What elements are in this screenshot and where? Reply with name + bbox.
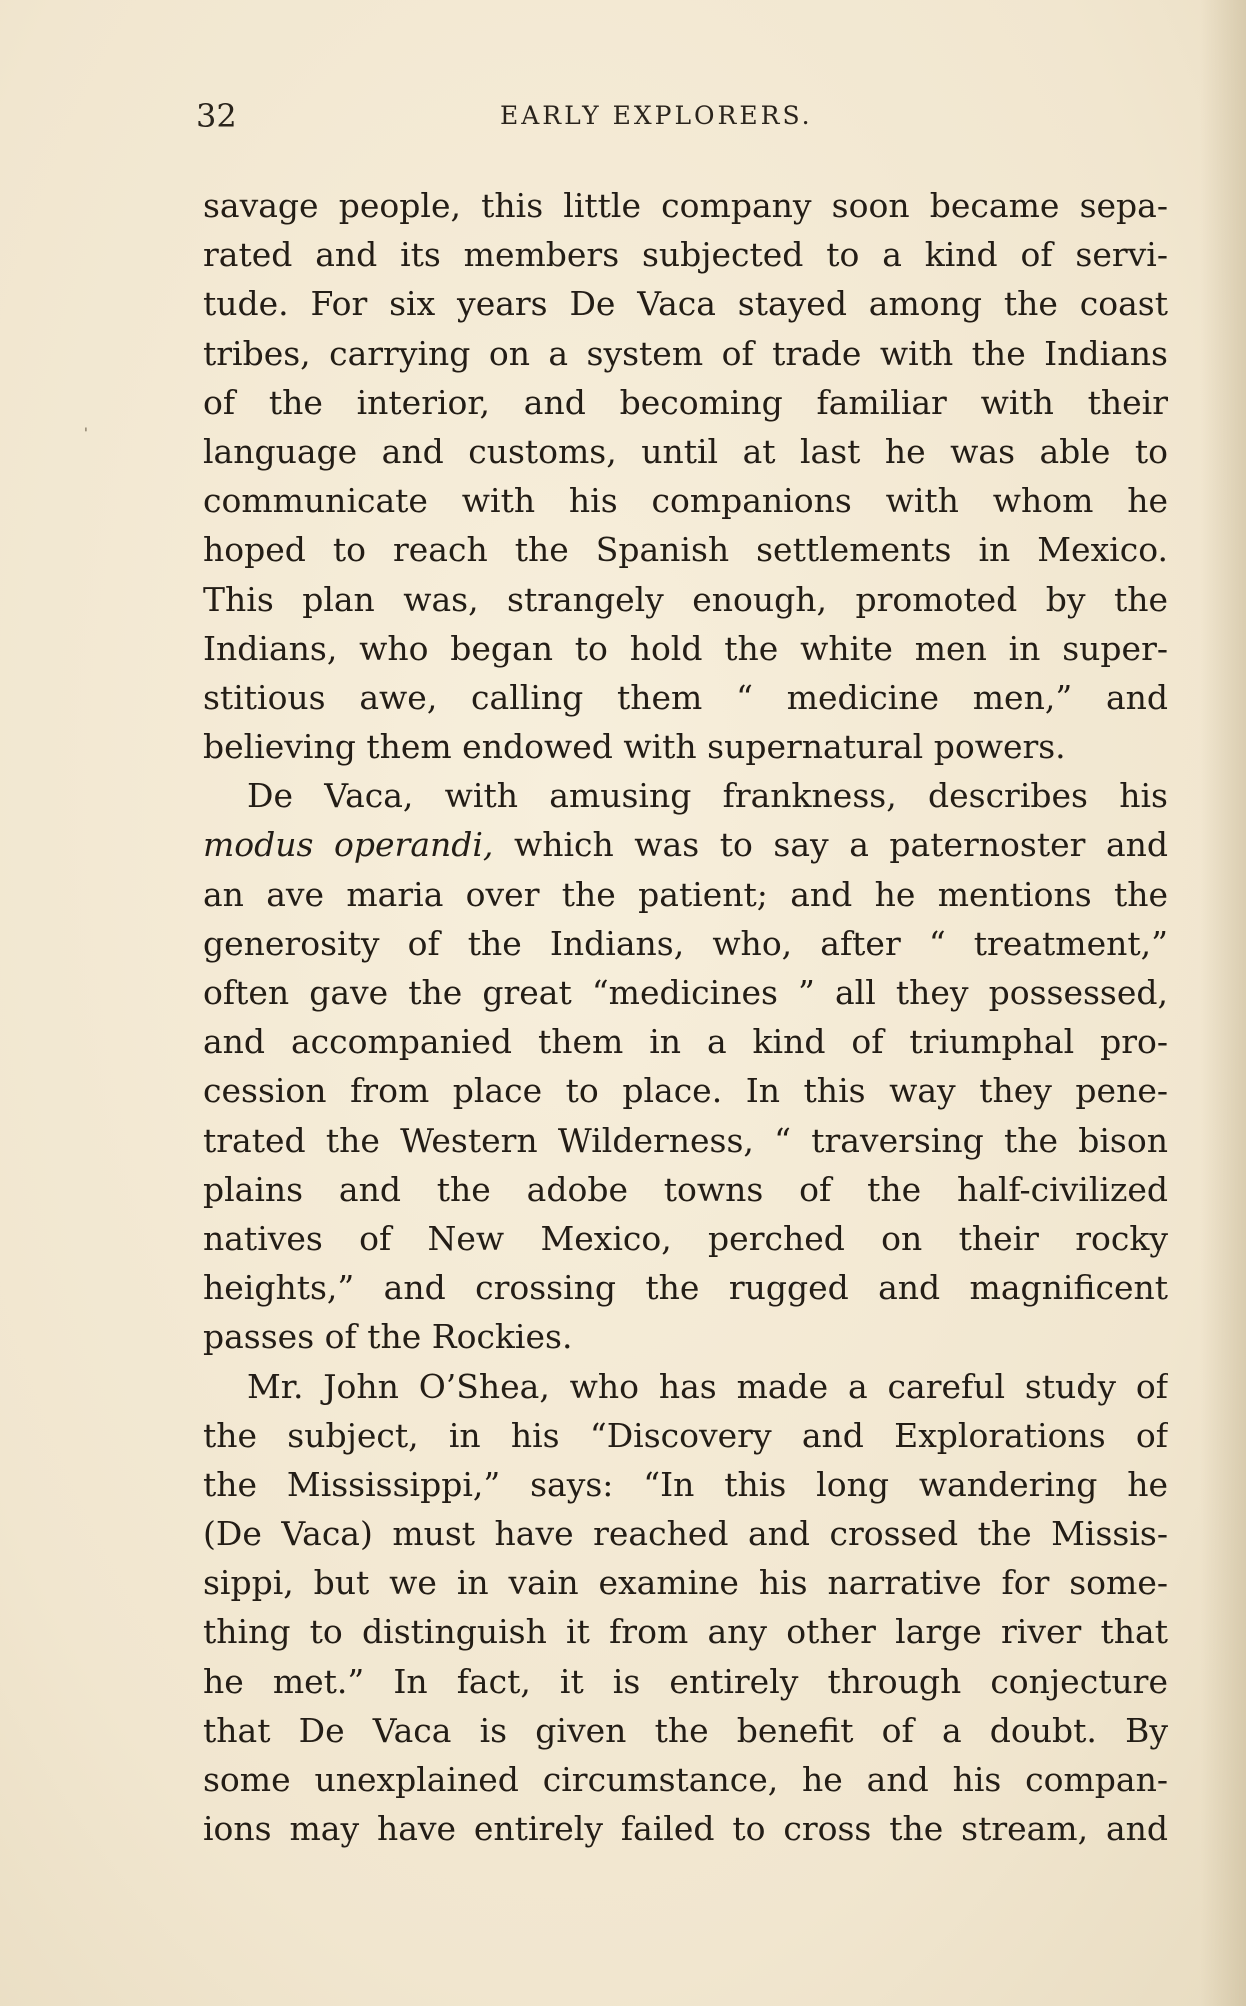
text-line: heights,” and crossing the rugged and magnificent (203, 1268, 1168, 1308)
text-line: cession from place to place. In this way they pene- (203, 1071, 1168, 1111)
text-line: that De Vaca is given the benefit of a doubt. By (203, 1710, 1168, 1750)
margin-mark: ' (84, 426, 88, 442)
running-title: EARLY EXPLORERS. (500, 101, 813, 130)
text-line: hoped to reach the Spanish settlements in Mexico. (203, 530, 1168, 570)
text-line: often gave the great “medicines ” all they possessed, (203, 973, 1168, 1012)
text-line: an ave maria over the patient; and he mentions the (203, 874, 1168, 914)
text-line: natives of New Mexico, perched on their rocky (203, 1218, 1168, 1258)
text-line: of the interior, and becoming familiar with their (203, 382, 1168, 422)
text-line: Mr. John O’Shea, who has made a careful study of (247, 1366, 1168, 1406)
text-line: communicate with his companions with whom he (203, 481, 1168, 521)
text-line (203, 820, 1168, 869)
text-line: and accompanied them in a kind of triumphal pro- (203, 1022, 1168, 1062)
text-line: tude. For six years De Vaca stayed among the coast (203, 284, 1168, 324)
page-edge-shadow (1200, 0, 1246, 2006)
text-line: some unexplained circumstance, he and his compan- (203, 1760, 1168, 1799)
page-number: 32 (196, 97, 237, 135)
italic-phrase: modus operandi, (203, 825, 494, 865)
text-line: ions may have entirely failed to cross the stream, and (203, 1809, 1168, 1849)
text-line: This plan was, strangely enough, promoted by the (203, 579, 1168, 619)
text-line: language and customs, until at last he was able to (203, 431, 1168, 471)
text-line: plains and the adobe towns of the half-civilized (203, 1169, 1168, 1209)
text-line: believing them endowed with supernatural powers. (203, 727, 1066, 767)
text-line: rated and its members subjected to a kind of servi- (203, 235, 1168, 275)
body-text (203, 181, 1168, 1853)
text-line: savage people, this little company soon became sepa- (203, 186, 1168, 225)
text-line: passes of the Rockies. (203, 1317, 573, 1357)
text-line: (De Vaca) must have reached and crossed the Missis- (203, 1514, 1168, 1554)
text-line: generosity of the Indians, who, after “ treatment,” (203, 923, 1168, 963)
text-line: he met.” In fact, it is entirely through conjecture (203, 1661, 1168, 1701)
text-line: tribes, carrying on a system of trade with the Indians (203, 333, 1168, 373)
text-line: sippi, but we in vain examine his narrative for some- (203, 1563, 1168, 1603)
line-continuation: which was to say a paternoster and (493, 825, 1168, 865)
text-line: stitious awe, calling them “ medicine men,” and (203, 677, 1168, 717)
text-line: the subject, in his “Discovery and Explorations of (203, 1415, 1168, 1455)
page-header (196, 94, 1166, 138)
text-line: trated the Western Wilderness, “ traversing the bison (203, 1120, 1168, 1160)
text-line: the Mississippi,” says: “In this long wandering he (203, 1464, 1168, 1504)
text-line: Indians, who began to hold the white men in super- (203, 628, 1168, 668)
text-line: De Vaca, with amusing frankness, describes his (247, 776, 1168, 816)
text-line: thing to distinguish it from any other large river that (203, 1612, 1168, 1652)
